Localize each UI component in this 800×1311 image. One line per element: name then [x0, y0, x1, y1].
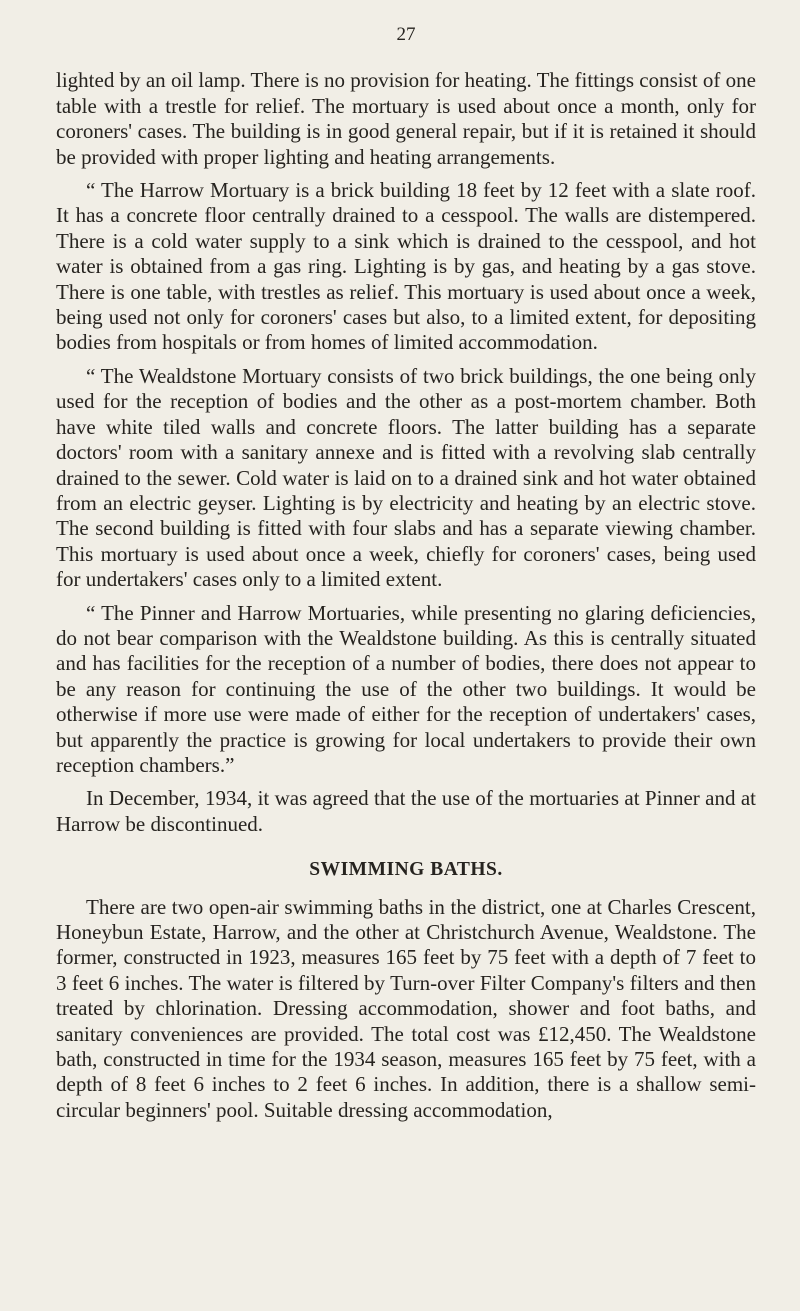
section-heading-swimming-baths: SWIMMING BATHS. [309, 859, 503, 881]
paragraph-wealdstone-mortuary: “ The Wealdstone Mortuary consists of two brick buildings, the one being only used for the reception of bodies and the other as a post-mortem chamber. Both have white tiled walls and concrete floors. The latter building has a separate doctors' room with a sanitary annexe and is fitted with a revolving slab centrally drained to the sewer. Cold water is laid on to a drained sink and hot water obtained from an electric geyser. Lighting is by electricity and heating by an electric stove. The second building is fitted with four slabs and has a separate viewing chamber. This mortuary is used about once a week, chiefly for coroners' cases, being used for undertakers' cases only to a limited extent. [56, 363, 756, 592]
page-number: 27 [396, 24, 416, 45]
paragraph-swimming-baths: There are two open-air swimming baths in the district, one at Charles Crescent, Honeybun Estate, Harrow, and the other at Christchurch Avenue, Wealdstone. The former, constructed in 1923, measures 165 feet by 75 feet with a depth of 7 feet to 3 feet 6 inches. The water is filtered by Turn-over Filter Company's filters and then treated by chlorination. Dressing accommodation, shower and foot baths, and sanitary conveniences are provided. The total cost was £12,450. The Wealdstone bath, constructed in time for the 1934 season, measures 165 feet by 75 feet, with a depth of 8 feet 6 inches to 2 feet 6 inches. In addition, there is a shallow semi-circular beginners' pool. Suitable dressing accommodation, [56, 894, 756, 1122]
paragraph-harrow-mortuary: “ The Harrow Mortuary is a brick building 18 feet by 12 feet with a slate roof. It has a concrete floor centrally drained to a cesspool. The walls are distempered. There is a cold water supply to a sink which is drained to the cesspool, and hot water is obtained from a gas ring. Lighting is by gas, and heating by a gas stove. There is one table, with trestles as relief. This mortuary is used about once a week, being used not only for coroners' cases but also, to a limited extent, for depositing bodies from hospitals or from homes of limited accommodation. [56, 178, 756, 355]
paragraph-mortuary-pinner-end: lighted by an oil lamp. There is no provision for heating. The fittings consist of one table with a trestle for relief. The mortuary is used about once a month, only for coroners' cases. The building is in good general repair, but if it is retained it should be provided with proper lighting and heating arrangements. [56, 68, 756, 169]
document-page [56, 22, 756, 1131]
paragraph-discontinued: In December, 1934, it was agreed that the use of the mortuaries at Pinner and at Harrow be discontinued. [56, 786, 756, 836]
paragraph-mortuaries-comparison: “ The Pinner and Harrow Mortuaries, while presenting no glaring deficiencies, do not bear comparison with the Wealdstone building. As this is centrally situated and has facilities for the reception of a number of bodies, there does not appear to be any reason for continuing the use of the other two buildings. It would be otherwise if more use were made of either for the reception of undertakers' cases, but apparently the practice is growing for local undertakers to provide their own reception chambers.” [56, 600, 756, 777]
